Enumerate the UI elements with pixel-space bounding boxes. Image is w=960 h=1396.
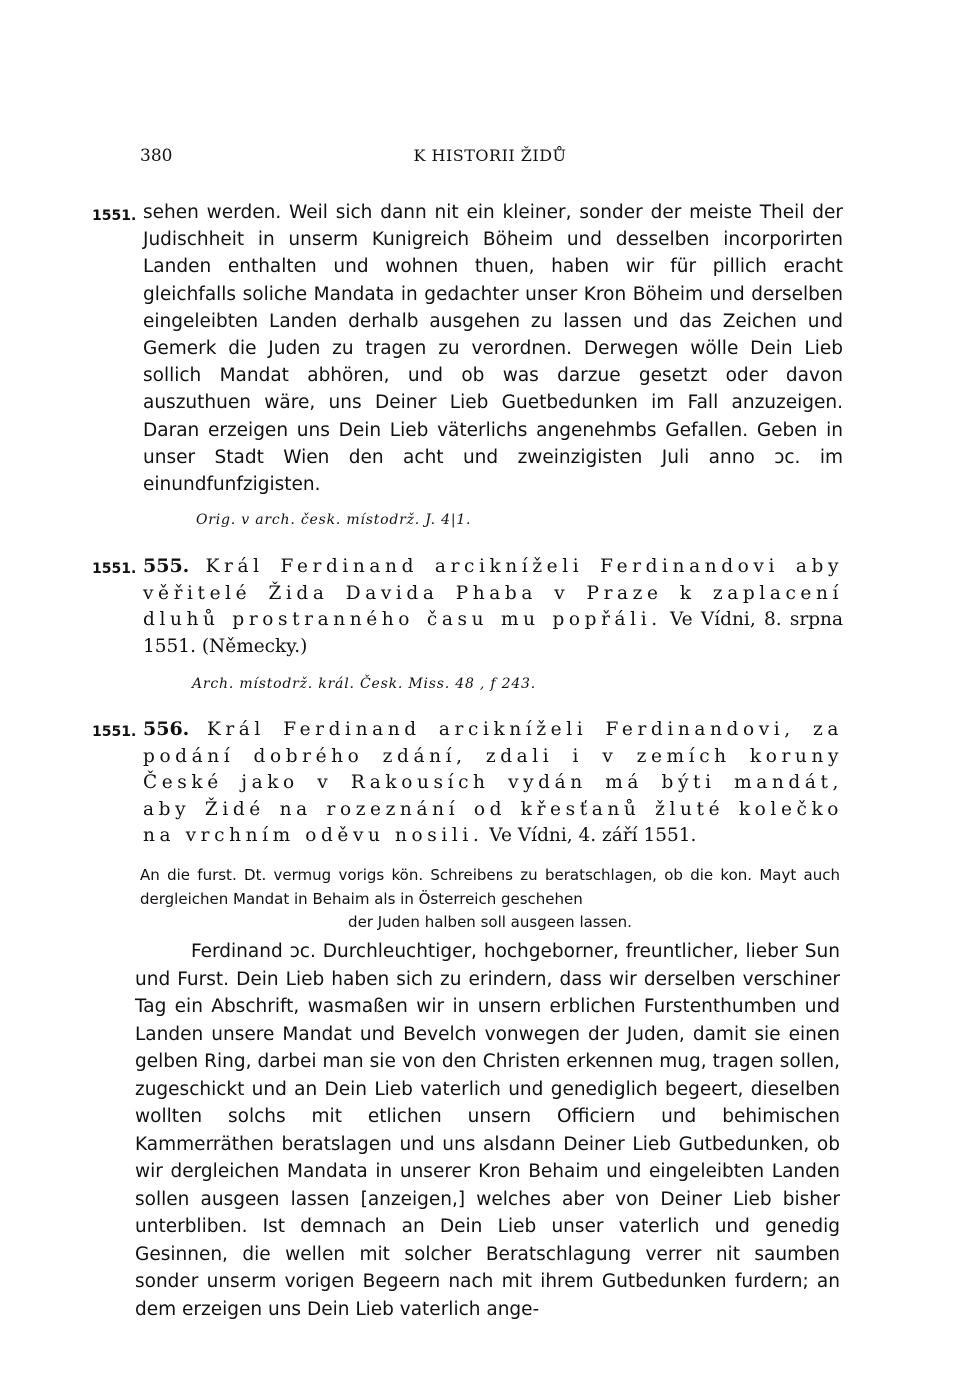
regest-date: Ve Vídni, 4. září 1551. bbox=[489, 825, 697, 846]
running-head: K HISTORII ŽIDŮ bbox=[413, 146, 567, 165]
regest-556 bbox=[143, 716, 843, 850]
page-number: 380 bbox=[140, 146, 173, 166]
address-last-line: der Juden halben soll ausgeen lassen. bbox=[348, 913, 632, 931]
letter-address bbox=[140, 864, 840, 935]
entry-number: 555. bbox=[143, 555, 190, 577]
regest-title: Král Ferdinand arcikníželi Ferdinandovi, za podání dobrého zdání, zdali i v zemích koruny České jako v Rakousích vydán má býti mandát, aby Židé na rozeznání od křesťanů žluté kolečko na vrchním oděvu nosili. bbox=[143, 719, 843, 846]
entry-556 bbox=[143, 716, 843, 850]
source-note: Orig. v arch. česk. místodrž. J. 4|1. bbox=[196, 512, 472, 528]
margin-year: 1551. bbox=[92, 724, 137, 740]
entry-555 bbox=[143, 553, 843, 660]
margin-year: 1551. bbox=[92, 561, 137, 577]
letter-text: sehen werden. Weil sich dann nit ein kleiner, sonder der meiste Theil der Judischheit in unserm Kunigreich Böheim und desselben incorporirten Landen enthalten und wohnen thuen, haben wir für pillich eracht gleichfalls soliche Mandata in gedachter unser Kron Böheim und derselben eingeleibten Landen derhalb ausgehen zu lassen und das Zeichen und Gemerk die Juden zu tragen zu verordnen. Derwegen wölle Dein Lieb sollich Mandat abhören, und ob was darzue gesetzt oder davon auszuthuen wäre, uns Deiner Lieb Guetbedunken im Fall anzuzeigen. Daran erzeigen uns Dein Lieb väterlichs angenehmbs Gefallen. Geben in unser Stadt Wien den acht und zweinzigisten Juli anno ɔc. im einundfunfzigisten. bbox=[143, 202, 843, 496]
source-note: Arch. místodrž. král. Česk. Miss. 48 , f 243. bbox=[192, 676, 536, 692]
regest-555 bbox=[143, 553, 843, 660]
entry-number: 556. bbox=[143, 718, 190, 740]
regest-date: Ve Vídni, 8. srpna 1551. (Německy.) bbox=[143, 609, 844, 657]
address-text: An die furst. Dt. vermug vorigs kön. Schreibens zu beratschlagen, ob die kon. Mayt auch dergleichen Mandat in Behaim als in Österreich geschehen bbox=[140, 866, 840, 908]
letter-continuation bbox=[143, 199, 843, 498]
letter-text-556: Ferdinand ɔc. Durchleuchtiger, hochgeborner, freuntlicher, lieber Sun und Furst. Dein Lieb haben sich zu erindern, dass wir derselben verschiner Tag ein Abschrift, wasmaßen wir in unsern erblichen Furstenthumben und Landen unsere Mandat und Bevelch vonwegen der Juden, damit sie einen gelben Ring, darbei man sie von den Christen erkennen mug, tragen sollen, zugeschickt und an Dein Lieb vaterlich und genediglich begeert, dieselben wollten solchs mit etlichen unsern Officiern und behimischen Kammerräthen beratslagen und uns alsdann Deiner Lieb Gutbedunken, ob wir dergleichen Mandata in unserer Kron Behaim und eingeleibten Landen sollen ausgeen lassen [anzeigen,] welches aber von Deiner Lieb bisher unterbliben. Ist demnach an Dein Lieb unser vaterlich und genedig Gesinnen, die wellen mit solcher Beratschlagung verrer nit saumben sonder unserm vorigen Begeern nach mit ihrem Gutbedunken furdern; an dem erzeigen uns Dein Lieb vaterlich ange- bbox=[135, 941, 840, 1320]
regest-title: Král Ferdinand arcikníželi Ferdinandovi aby věřitelé Žida Davida Phaba v Praze k zaplacení dluhů prostranného času mu popřáli. bbox=[143, 556, 843, 630]
margin-year: 1551. bbox=[92, 208, 137, 224]
page-header bbox=[140, 146, 840, 172]
